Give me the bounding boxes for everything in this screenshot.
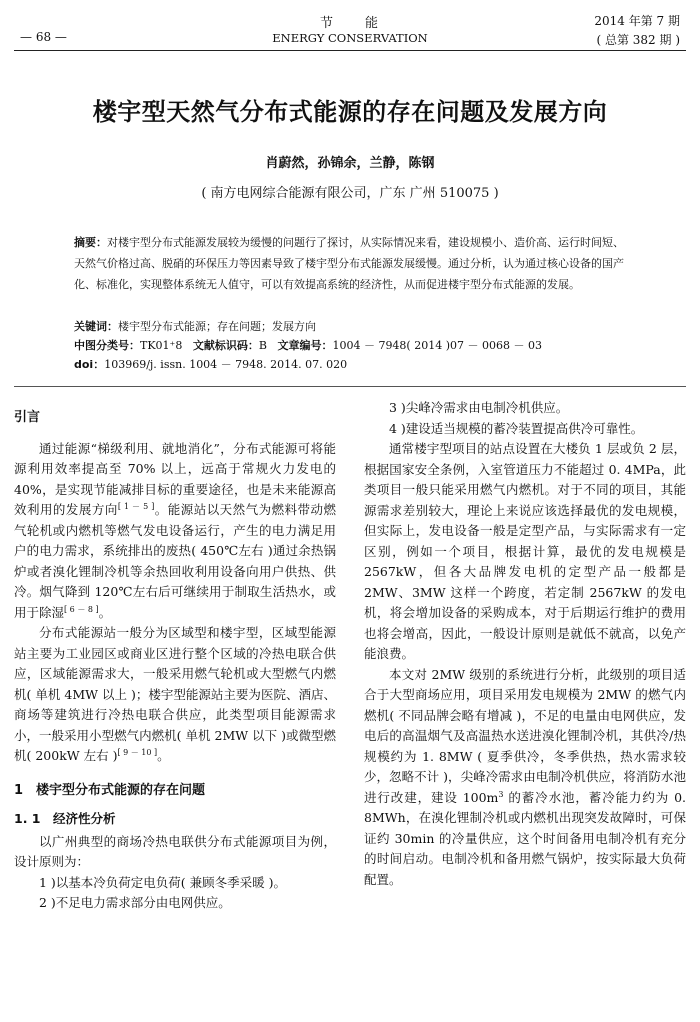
journal-name-cn: 节 能 — [319, 16, 380, 31]
right-column — [364, 398, 686, 890]
superscript: 3 — [498, 789, 504, 799]
header-rule — [14, 50, 686, 51]
page-number: — 68 — — [20, 30, 67, 44]
paragraph: 以广州典型的商场冷热电联供分布式能源项目为例，设计原则为： — [14, 833, 336, 869]
clc-value: TK01⁺8 — [140, 339, 183, 352]
paragraph: 通常楼宇型项目的站点设置在大楼负 1 层或负 2 层，根据国家安全条例，入室管道压力不能超过 0. 4MPa，此类项目一般只能采用燃气内燃机。对于不同的项目，其能源需求差别较大，理论上来说应该选择最优的发电规模，但实际上，发电设备一般是定型产品，与实际需求有一定区别，例如一个项目，根据计算，最优的发电规模是 2567kW，但各大品牌发电机的定型产品一般都是 2MW、3MW 这样一个跨度，若定制 2567kW 的发电机，将会增加设备的采购成本，对于后期运行维护的费用也将会增高，因此，一般设计原则是就低不就高，以免产能浪费。 — [364, 441, 686, 661]
article-affiliation: ( 南方电网综合能源有限公司，广东 广州 510075 ) — [201, 186, 499, 201]
article-authors: 肖蔚然，孙锦余，兰静，陈钢 — [265, 156, 435, 171]
paragraph: 本文对 2MW 级别的系统进行分析，此级别的项目适合于大型商场应用，项目采用发电规模为 2MW 的燃气内燃机( 不同品牌会略有增减 )，不足的电量由电网供应，发电后的高温烟气及高温热水送进溴化锂制冷机，其供冷/热规模约为 1. 8MW ( 夏季供冷，冬季供热，热水需求较少，忽略不计 )，尖峰冷需求由电制冷机供应，将消防水池进行改建，建设 $100m^3$ 的蓄冷水池，蓄冷能力约为 0. 8MWh，在溴化锂制冷机或内燃机出现突发故障时，可保证约 30min 的冷量供应，这个时间备用电制冷机有充分的时间启动。电制冷机和备用燃气锅炉，按实际最大负荷配置。 — [364, 666, 687, 887]
abstract-separator — [14, 386, 686, 387]
section-heading-1: 1 楼宇型分布式能源的存在问题 — [14, 782, 206, 798]
section-heading-1-1: 1. 1 经济性分析 — [14, 811, 116, 826]
abstract-text: 对楼宇型分布式能源发展较为缓慢的问题行了探讨，从实际情况来看，建设规模小、造价高、运行时间短、天然气价格过高、脱硝的环保压力等因素导致了楼宇型分布式能源发展缓慢。通过分析，认为通过核心设备的国产化、标准化，实现整体系统无人值守，可以有效提高系统的经济性，从而促进楼宇型分布式能源的发展。 — [74, 236, 624, 291]
article-title: 楼宇型天然气分布式能源的存在问题及发展方向 — [92, 98, 608, 126]
list-item: 1 )以基本冷负荷定电负荷( 兼顾冬季采暖 )。 — [39, 874, 287, 890]
list-item: 2 )不足电力需求部分由电网供应。 — [39, 895, 231, 910]
abstract — [74, 232, 630, 295]
doc-code-label: 文献标识码： — [192, 339, 259, 352]
paragraph: 分布式能源站一般分为区域型和楼宇型，区域型能源站主要为工业园区或商业区进行整个区域的冷热电联合供应，区域能源需求大，一般采用燃气轮机或大型燃气内燃机( 单机 4MW 以上 )；楼宇型能源站主要为医院、酒店、商场等建筑进行冷热电联合供应，此类型项目能源需求小，一般采用小型燃气内燃机( 单机 2MW 以下 )或微型燃机( 200kW 左右 )[ 9 － 10 ]。 — [14, 625, 336, 763]
doc-code-value: B — [258, 339, 267, 352]
classification-line — [74, 337, 630, 353]
paragraph: 通过能源“梯级利用、就地消化”，分布式能源可将能源利用效率提高至 70% 以上，远高于常规火力发电的 40%，是实现节能减排目标的重要途径，也是未来能源高效利用的发展方向[ 1 － 5 ]。能源站以天然气为燃料带动燃气轮机或内燃机等燃气发电设备运行，产生的电力满足用户的电力需求，系统排出的废热( 450℃左右 )通过余热锅炉或者溴化锂制冷机等余热回收利用设备向用户供热、供冷。烟气降到 120℃左右后可继续用于制取生活热水，或用于除湿[ 6 － 8 ]。 — [14, 440, 336, 620]
list-item: 3 )尖峰冷需求由电制冷机供应。 — [389, 400, 569, 415]
list-item: 4 )建设适当规模的蓄冷装置提高供冷可靠性。 — [389, 420, 644, 436]
doi-label: doi： — [74, 358, 105, 371]
citation: [ 1 － 5 ] — [117, 501, 155, 511]
keywords — [74, 318, 630, 334]
keywords-text: 楼宇型分布式能源；存在问题；发展方向 — [118, 320, 316, 333]
doi-value: 103969/j. issn. 1004 － 7948. 2014. 07. 020 — [104, 358, 348, 371]
issue-label: 2014 年第 7 期 — [594, 14, 680, 28]
article-no-label: 文章编号： — [277, 339, 333, 352]
keywords-label: 关键词： — [74, 320, 118, 333]
left-column — [14, 408, 336, 914]
abstract-label: 摘要： — [74, 236, 107, 249]
doi-line — [74, 356, 630, 372]
citation: [ 6 － 8 ] — [64, 604, 99, 614]
citation: [ 9 － 10 ] — [117, 747, 158, 757]
article-no-value: 1004 － 7948( 2014 )07 － 0068 － 03 — [332, 339, 542, 352]
journal-name-en: ENERGY CONSERVATION — [272, 31, 428, 45]
intro-heading: 引言 — [14, 410, 41, 425]
clc-label: 中图分类号： — [74, 339, 140, 352]
total-issue-label: ( 总第 382 期 ) — [596, 33, 680, 47]
